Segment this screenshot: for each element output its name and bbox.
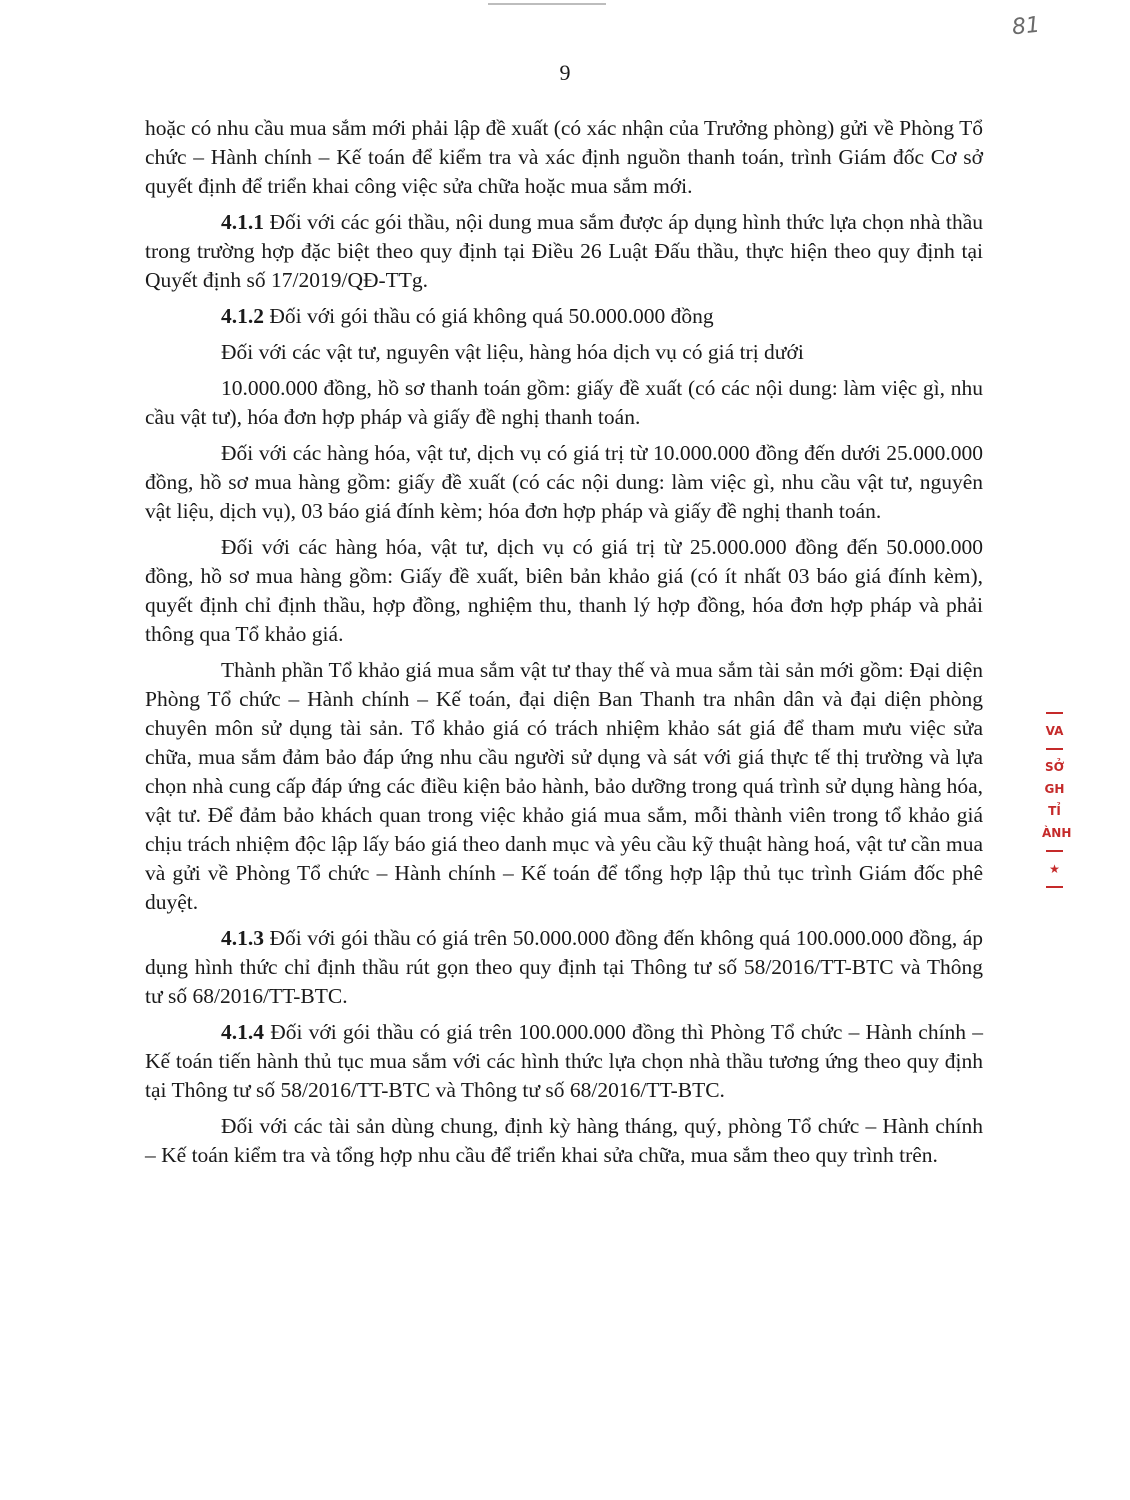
red-stamp-fragment	[1042, 706, 1072, 894]
top-edge-mark	[488, 3, 606, 5]
page-number: 9	[559, 60, 571, 85]
paragraph-text: Đối với các hàng hóa, vật tư, dịch vụ có giá trị từ 25.000.000 đồng đến 50.000.000 đồng, hồ sơ mua hàng gồm: Giấy đề xuất, biên bản khảo giá (có ít nhất 03 báo giá đính kèm), quyết định chỉ định thầu, hợp đồng, nghiệm thu, thanh lý hợp đồng, hóa đơn hợp pháp và phải thông qua Tổ khảo giá.	[145, 535, 983, 646]
paragraph	[145, 924, 983, 1011]
paragraph-text: Đối với các tài sản dùng chung, định kỳ hàng tháng, quý, phòng Tổ chức – Hành chính – Kế toán kiểm tra và tổng hợp nhu cầu để triển khai sửa chữa, mua sắm theo quy trình trên.	[145, 1114, 983, 1167]
paragraph-text: 10.000.000 đồng, hồ sơ thanh toán gồm: giấy đề xuất (có các nội dung: làm việc gì, nhu cầu vật tư), hóa đơn hợp pháp và giấy đề nghị thanh toán.	[145, 376, 983, 429]
paragraph	[145, 439, 983, 526]
paragraph	[145, 208, 983, 295]
document-body	[145, 114, 983, 1177]
stamp-star-icon: ★	[1049, 862, 1060, 876]
paragraph	[145, 338, 983, 367]
stamp-rule	[1046, 712, 1063, 714]
paragraph	[145, 302, 983, 331]
paragraph-text: hoặc có nhu cầu mua sắm mới phải lập đề xuất (có xác nhận của Trưởng phòng) gửi về Phòng Tổ chức – Hành chính – Kế toán để kiểm tra và xác định nguồn thanh toán, trình Giám đốc Cơ sở quyết định để triển khai công việc sửa chữa hoặc mua sắm mới.	[145, 116, 983, 198]
paragraph-number: 4.1.1	[221, 210, 264, 234]
paragraph	[145, 374, 983, 432]
stamp-text: GH	[1044, 782, 1065, 796]
paragraph-text: Đối với gói thầu có giá không quá 50.000.000 đồng	[264, 304, 714, 328]
stamp-rule	[1046, 748, 1063, 750]
paragraph-number: 4.1.3	[221, 926, 264, 950]
stamp-text: ÀNH	[1042, 826, 1072, 840]
stamp-text: VA	[1045, 724, 1064, 738]
paragraph-text: Đối với các vật tư, nguyên vật liệu, hàng hóa dịch vụ có giá trị dưới	[221, 340, 804, 364]
paragraph-text: Đối với gói thầu có giá trên 100.000.000 đồng thì Phòng Tổ chức – Hành chính – Kế toán tiến hành thủ tục mua sắm với các hình thức lựa chọn nhà thầu tương ứng theo quy định tại Thông tư số 58/2016/TT-BTC và Thông tư số 68/2016/TT-BTC.	[145, 1020, 983, 1102]
handwritten-page-number: 81	[1010, 12, 1042, 41]
paragraph-text: Đối với các hàng hóa, vật tư, dịch vụ có giá trị từ 10.000.000 đồng đến dưới 25.000.000 đồng, hồ sơ mua hàng gồm: giấy đề xuất (có các nội dung: làm việc gì, nhu cầu vật tư, nguyên vật liệu, dịch vụ), 03 báo giá đính kèm; hóa đơn hợp pháp và giấy đề nghị thanh toán.	[145, 441, 983, 523]
paragraph-text: Đối với các gói thầu, nội dung mua sắm được áp dụng hình thức lựa chọn nhà thầu trong trường hợp đặc biệt theo quy định tại Điều 26 Luật Đấu thầu, thực hiện theo quy định tại Quyết định số 17/2019/QĐ-TTg.	[145, 210, 983, 292]
paragraph	[145, 1018, 983, 1105]
paragraph	[145, 114, 983, 201]
stamp-rule	[1046, 850, 1063, 852]
paragraph-text: Thành phần Tổ khảo giá mua sắm vật tư thay thế và mua sắm tài sản mới gồm: Đại diện Phòng Tổ chức – Hành chính – Kế toán, đại diện Ban Thanh tra nhân dân và đại diện phòng chuyên môn sử dụng tài sản. Tổ khảo giá có trách nhiệm khảo sát giá để tham mưu việc sửa chữa, mua sắm đảm bảo đáp ứng nhu cầu người sử dụng và sát với giá thực tế thị trường và lựa chọn nhà cung cấp đáp ứng các điều kiện bảo hành, bảo dưỡng trong quá trình sử dụng hàng hóa, vật tư. Để đảm bảo khách quan trong việc khảo giá mua sắm, mỗi thành viên trong tổ khảo giá chịu trách nhiệm độc lập lấy báo giá theo danh mục và yêu cầu kỹ thuật hàng hoá, vật tư cần mua và gửi về Phòng Tổ chức – Hành chính – Kế toán để tổng hợp lập thủ tục trình Giám đốc phê duyệt.	[145, 658, 983, 914]
paragraph-number: 4.1.2	[221, 304, 264, 328]
paragraph-text: Đối với gói thầu có giá trên 50.000.000 đồng đến không quá 100.000.000 đồng, áp dụng hình thức chỉ định thầu rút gọn theo quy định tại Thông tư số 58/2016/TT-BTC và Thông tư số 68/2016/TT-BTC.	[145, 926, 983, 1008]
paragraph-number: 4.1.4	[221, 1020, 264, 1044]
stamp-rule	[1046, 886, 1063, 888]
paragraph	[145, 533, 983, 649]
stamp-text: SỞ	[1044, 760, 1065, 774]
paragraph	[145, 1112, 983, 1170]
paragraph	[145, 656, 983, 917]
stamp-text: TỈ	[1048, 804, 1061, 818]
